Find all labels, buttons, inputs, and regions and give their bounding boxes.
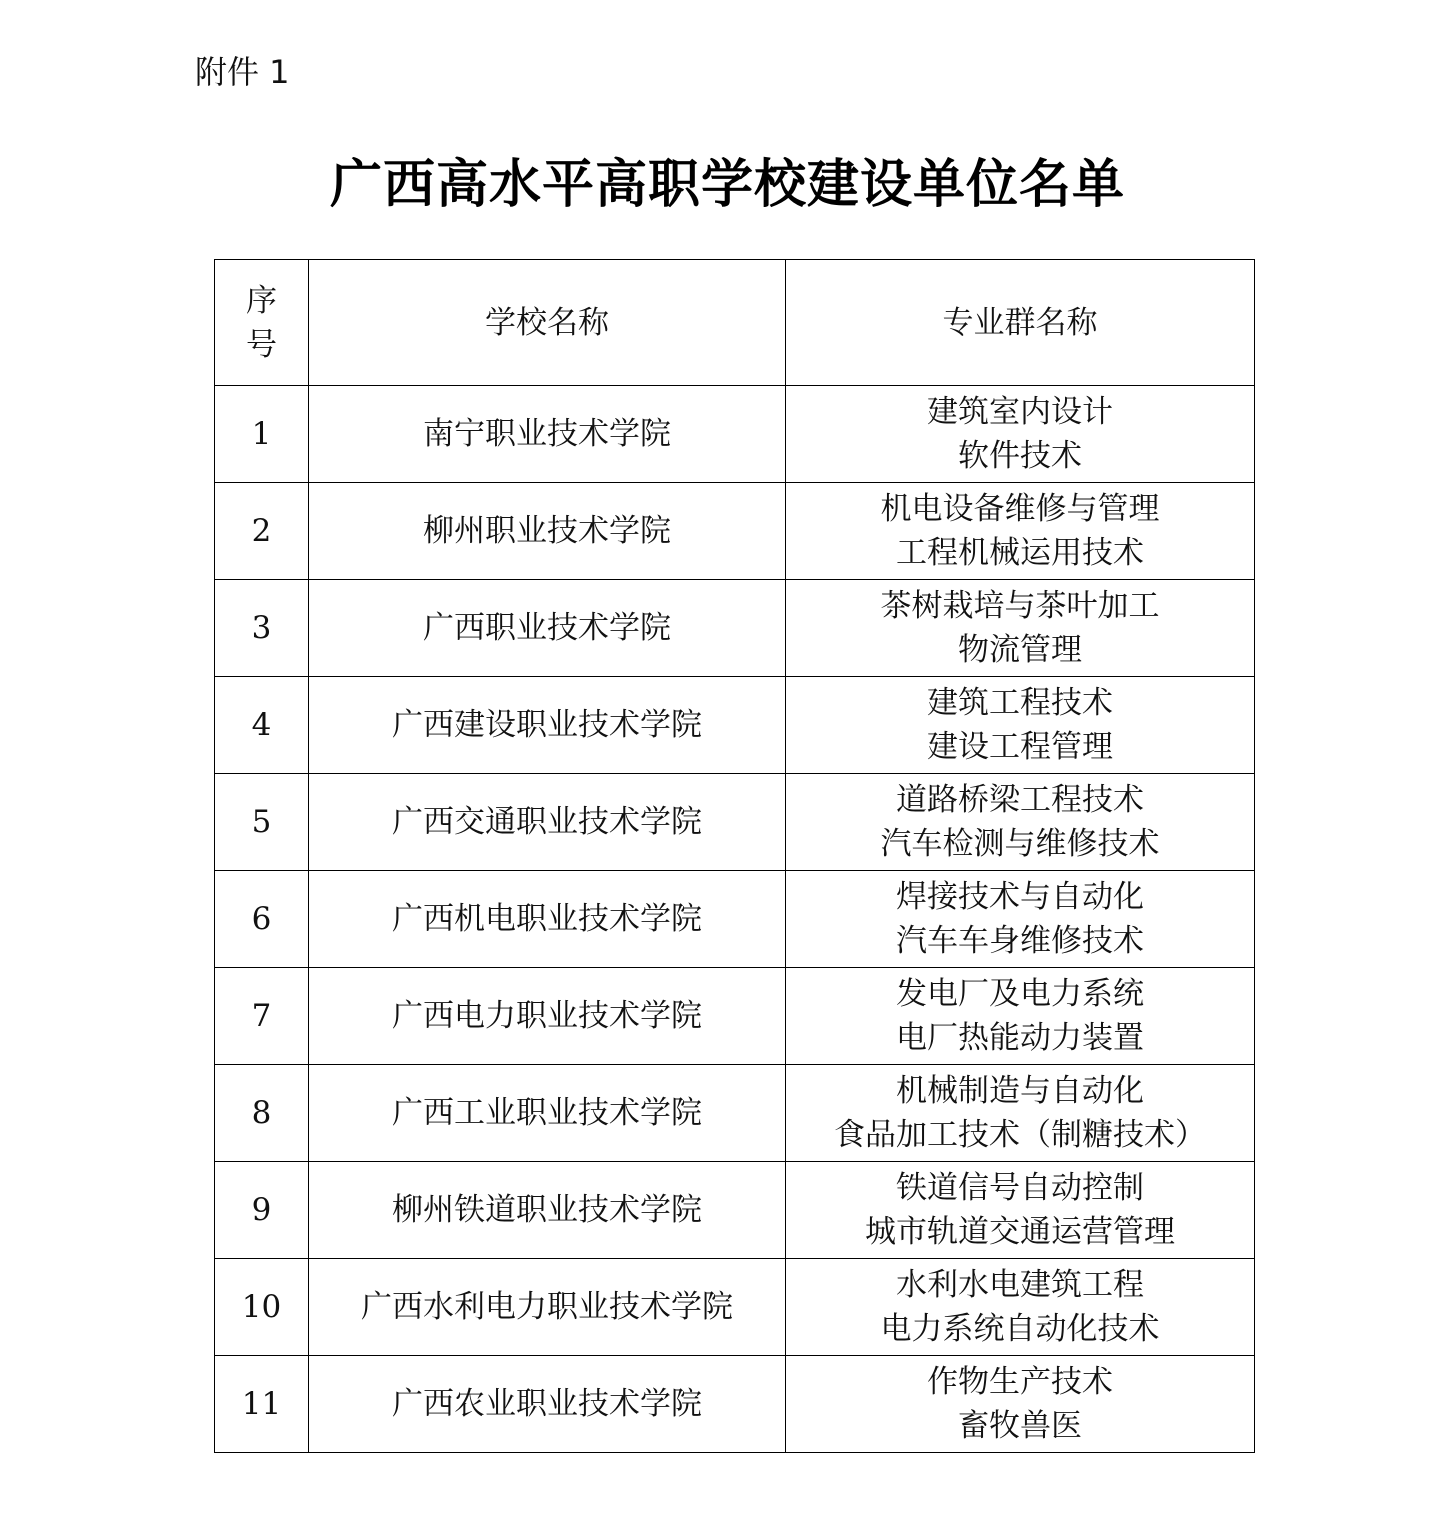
row-school-name: 南宁职业技术学院	[309, 386, 786, 483]
table-row	[215, 774, 1255, 871]
document-title: 广西高水平高职学校建设单位名单	[329, 154, 1125, 215]
table-row	[215, 871, 1255, 968]
major-line: 电厂热能动力装置	[896, 1020, 1144, 1056]
table-header-row	[215, 260, 1255, 386]
row-index: 8	[215, 1065, 309, 1162]
row-index: 7	[215, 968, 309, 1065]
major-line: 茶树栽培与茶叶加工	[880, 588, 1160, 624]
row-major-group	[786, 580, 1255, 677]
major-line: 建筑工程技术	[927, 685, 1113, 721]
table-row	[215, 1356, 1255, 1453]
row-major-group	[786, 677, 1255, 774]
row-index: 4	[215, 677, 309, 774]
row-major-group	[786, 968, 1255, 1065]
row-major-group	[786, 1356, 1255, 1453]
major-line: 食品加工技术（制糖技术）	[834, 1117, 1206, 1153]
row-school-name: 广西工业职业技术学院	[309, 1065, 786, 1162]
major-line: 汽车检测与维修技术	[880, 826, 1160, 862]
row-school-name: 广西交通职业技术学院	[309, 774, 786, 871]
row-index: 9	[215, 1162, 309, 1259]
major-line: 汽车车身维修技术	[896, 923, 1144, 959]
major-line: 建筑室内设计	[927, 394, 1113, 430]
school-list-table	[214, 259, 1255, 1453]
major-line: 焊接技术与自动化	[896, 879, 1144, 915]
row-major-group	[786, 1162, 1255, 1259]
row-major-group	[786, 1065, 1255, 1162]
table-row	[215, 1259, 1255, 1356]
row-major-group	[786, 483, 1255, 580]
row-major-group	[786, 386, 1255, 483]
row-major-group	[786, 774, 1255, 871]
major-line: 城市轨道交通运营管理	[865, 1214, 1175, 1250]
major-line: 铁道信号自动控制	[896, 1170, 1144, 1206]
major-line: 发电厂及电力系统	[896, 976, 1144, 1012]
table-row	[215, 1065, 1255, 1162]
major-line: 软件技术	[958, 438, 1082, 474]
row-school-name: 广西农业职业技术学院	[309, 1356, 786, 1453]
row-index: 11	[215, 1356, 309, 1453]
row-index: 5	[215, 774, 309, 871]
row-major-group	[786, 1259, 1255, 1356]
row-school-name: 广西建设职业技术学院	[309, 677, 786, 774]
major-line: 畜牧兽医	[958, 1408, 1082, 1444]
major-line: 物流管理	[958, 632, 1082, 668]
major-line: 机械制造与自动化	[896, 1073, 1144, 1109]
row-index: 10	[215, 1259, 309, 1356]
table-row	[215, 1162, 1255, 1259]
row-school-name: 柳州铁道职业技术学院	[309, 1162, 786, 1259]
row-index: 2	[215, 483, 309, 580]
header-major-group: 专业群名称	[786, 260, 1255, 386]
row-major-group	[786, 871, 1255, 968]
major-line: 水利水电建筑工程	[896, 1267, 1144, 1303]
major-line: 建设工程管理	[927, 729, 1113, 765]
row-school-name: 广西职业技术学院	[309, 580, 786, 677]
header-index-line1: 序	[246, 282, 277, 319]
table-row	[215, 386, 1255, 483]
table-body	[215, 386, 1255, 1453]
major-line: 工程机械运用技术	[896, 535, 1144, 571]
major-line: 电力系统自动化技术	[880, 1311, 1160, 1347]
table-row	[215, 483, 1255, 580]
row-index: 3	[215, 580, 309, 677]
major-line: 作物生产技术	[927, 1364, 1113, 1400]
table-header	[215, 260, 1255, 386]
attachment-label: 附件 1	[195, 53, 290, 91]
table-row	[215, 677, 1255, 774]
header-school-name: 学校名称	[309, 260, 786, 386]
row-school-name: 广西机电职业技术学院	[309, 871, 786, 968]
major-line: 机电设备维修与管理	[880, 491, 1160, 527]
header-index	[215, 260, 309, 386]
row-school-name: 柳州职业技术学院	[309, 483, 786, 580]
row-school-name: 广西电力职业技术学院	[309, 968, 786, 1065]
header-index-line2: 号	[246, 326, 277, 363]
table-row	[215, 580, 1255, 677]
row-index: 6	[215, 871, 309, 968]
major-line: 道路桥梁工程技术	[896, 782, 1144, 818]
row-school-name: 广西水利电力职业技术学院	[309, 1259, 786, 1356]
row-index: 1	[215, 386, 309, 483]
table-row	[215, 968, 1255, 1065]
